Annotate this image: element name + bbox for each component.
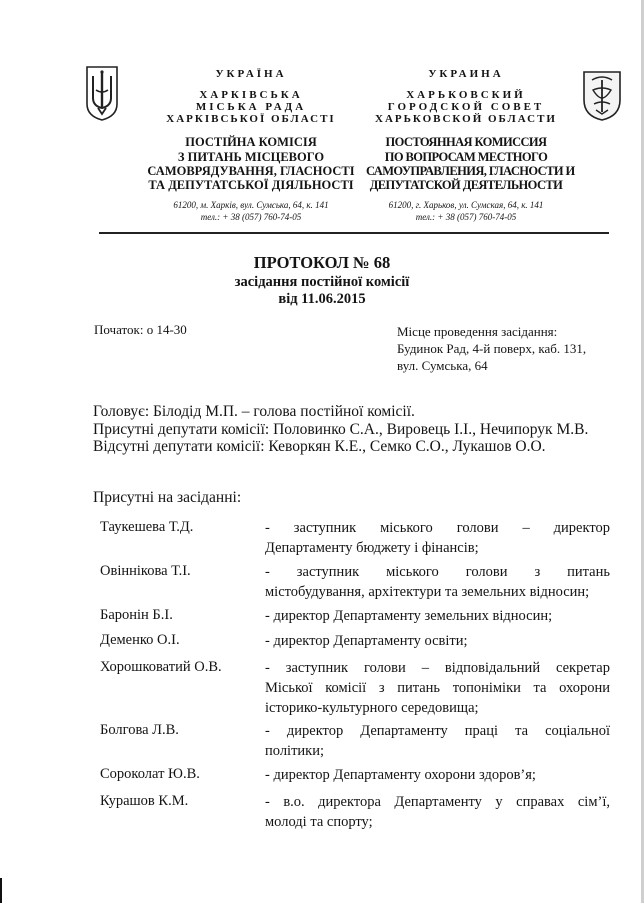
kharkiv-coat-of-arms-icon [582, 68, 622, 122]
meeting-place-label: Місце проведення засідання: [397, 324, 558, 339]
guest-role-line: - в.о. директора Департаменту у справах сім’ї, [265, 794, 610, 810]
guests-heading: Присутні на засіданні: [93, 489, 242, 506]
council-name: ГОРОДСКОЙ СОВЕТ [387, 101, 545, 113]
council-name: МІСЬКА РАДА [195, 101, 307, 113]
country-name: УКРАИНА [428, 68, 504, 80]
guest-role-line: історико-культурного середовища; [265, 700, 479, 716]
guest-role [265, 658, 610, 718]
guest-role [265, 721, 610, 761]
address: 61200, м. Харків, вул. Сумська, 64, к. 141 [173, 200, 329, 210]
guest-name: Хорошковатий О.В. [100, 659, 222, 675]
commission-name: САМОУПРАВЛЕНИЯ, ГЛАСНОСТИ И [366, 164, 575, 178]
commission-name: ДЕПУТАТСКОЙ ДЕЯТЕЛЬНОСТИ [369, 178, 563, 192]
council-name: ХАРЬКОВСКИЙ [406, 89, 526, 101]
scan-mark [0, 878, 2, 903]
commission-name: З ПИТАНЬ МІСЦЕВОГО [177, 150, 325, 164]
commission-name: САМОВРЯДУВАННЯ, ГЛАСНОСТІ [147, 164, 355, 178]
guest-name: Деменко О.І. [100, 632, 180, 648]
council-name: ХАРКІВСЬКА [199, 89, 303, 101]
guest-role [265, 562, 610, 602]
guest-role-line: - заступник міського голови з питань [265, 564, 610, 580]
commission-name: ТА ДЕПУТАТСЬКОЇ ДІЯЛЬНОСТІ [148, 178, 354, 192]
guest-role [265, 765, 610, 785]
present-deputies-line: Присутні депутати комісії: Половинко С.А., Вировець І.І., Нечипорук М.В. [93, 421, 589, 438]
guest-role-line: - директор Департаменту охорони здоров’я; [265, 767, 536, 783]
trident-emblem-icon [84, 64, 120, 122]
protocol-date: від 11.06.2015 [278, 291, 366, 307]
guest-role-line: - директор Департаменту праці та соціальної [265, 723, 610, 739]
guest-role [265, 518, 610, 558]
guest-name: Таукешева Т.Д. [100, 519, 194, 535]
guest-role-line: містобудування, архітектури та земельних відносин; [265, 584, 590, 600]
guest-role-line: - заступник міського голови – директор [265, 520, 610, 536]
absent-deputies-line: Відсутні депутати комісії: Кеворкян К.Е., Семко С.О., Лукашов О.О. [93, 438, 546, 455]
meeting-start: Початок: о 14-30 [94, 322, 187, 337]
guest-role-line: політики; [265, 743, 325, 759]
guest-role-line: - директор Департаменту земельних відносин; [265, 608, 553, 624]
protocol-title: ПРОТОКОЛ № 68 [253, 253, 391, 272]
phone: тел.: + 38 (057) 760-74-05 [200, 212, 302, 222]
guest-name: Овіннікова Т.І. [100, 563, 191, 579]
guest-role-line: - директор Департаменту освіти; [265, 633, 468, 649]
commission-name: ПО ВОПРОСАМ МЕСТНОГО [384, 150, 548, 164]
protocol-subtitle: засідання постійної комісії [234, 274, 410, 290]
guest-name: Баронін Б.І. [100, 607, 173, 623]
guest-name: Болгова Л.В. [100, 722, 179, 738]
guest-role-line: Міської комісії з питань топоніміки та охорони [265, 680, 610, 696]
council-region: ХАРЬКОВСКОЙ ОБЛАСТИ [375, 113, 557, 125]
commission-name: ПОСТІЙНА КОМІСІЯ [185, 135, 317, 149]
guest-role-line: Департаменту бюджету і фінансів; [265, 540, 479, 556]
address: 61200, г. Харьков, ул. Сумская, 64, к. 141 [388, 200, 544, 210]
meeting-place: Будинок Рад, 4-й поверх, каб. 131, [397, 341, 587, 356]
guest-name: Сороколат Ю.В. [100, 766, 200, 782]
council-region: ХАРКІВСЬКОЇ ОБЛАСТІ [166, 113, 336, 125]
phone: тел.: + 38 (057) 760-74-05 [415, 212, 517, 222]
guest-role [265, 606, 610, 626]
guest-name: Курашов К.М. [100, 793, 189, 809]
meeting-place: вул. Сумська, 64 [397, 358, 488, 373]
guest-role [265, 631, 610, 651]
guest-role [265, 792, 610, 832]
guest-role-line: молоді та спорту; [265, 814, 373, 830]
header-divider [99, 232, 609, 234]
guest-role-line: - заступник голови – відповідальний секретар [265, 660, 610, 676]
country-name: УКРАЇНА [215, 68, 287, 80]
chair-line: Головує: Білодід М.П. – голова постійної комісії. [93, 403, 415, 420]
commission-name: ПОСТОЯННАЯ КОМИССИЯ [385, 135, 547, 149]
